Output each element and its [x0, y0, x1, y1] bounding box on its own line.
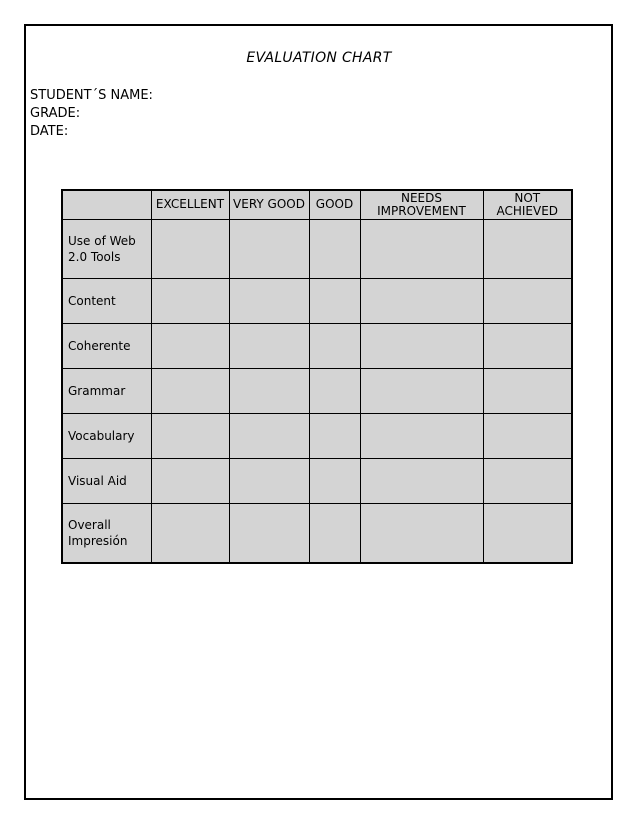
header-corner-cell — [62, 190, 151, 219]
rating-cell[interactable] — [360, 323, 483, 368]
table-row — [62, 413, 572, 458]
rating-cell[interactable] — [360, 503, 483, 563]
rating-cell[interactable] — [229, 219, 309, 278]
criterion-label: Grammar — [62, 368, 151, 413]
table-header-row — [62, 190, 572, 219]
rating-cell[interactable] — [229, 278, 309, 323]
rating-cell[interactable] — [229, 458, 309, 503]
criterion-label: Vocabulary — [62, 413, 151, 458]
rating-cell[interactable] — [309, 413, 360, 458]
rating-cell[interactable] — [229, 413, 309, 458]
header-excellent: EXCELLENT — [151, 190, 229, 219]
rating-cell[interactable] — [360, 413, 483, 458]
rating-cell[interactable] — [309, 458, 360, 503]
rating-cell[interactable] — [309, 503, 360, 563]
rating-cell[interactable] — [309, 368, 360, 413]
table-row — [62, 503, 572, 563]
grade-label: GRADE: — [30, 106, 81, 121]
rating-cell[interactable] — [151, 219, 229, 278]
rating-cell[interactable] — [151, 458, 229, 503]
rating-cell[interactable] — [229, 323, 309, 368]
criterion-label: Coherente — [62, 323, 151, 368]
date-label: DATE: — [30, 124, 69, 139]
rating-cell[interactable] — [309, 219, 360, 278]
rating-cell[interactable] — [483, 323, 572, 368]
rating-cell[interactable] — [309, 323, 360, 368]
rating-cell[interactable] — [360, 278, 483, 323]
table-row — [62, 323, 572, 368]
page-title: EVALUATION CHART — [246, 50, 392, 66]
rating-cell[interactable] — [309, 278, 360, 323]
criterion-label: Content — [62, 278, 151, 323]
criterion-label: Overall Impresión — [62, 503, 151, 563]
rating-cell[interactable] — [151, 413, 229, 458]
rating-cell[interactable] — [483, 219, 572, 278]
rating-cell[interactable] — [151, 368, 229, 413]
rating-cell[interactable] — [151, 278, 229, 323]
header-very-good: VERY GOOD — [229, 190, 309, 219]
rating-cell[interactable] — [360, 368, 483, 413]
header-needs-improvement: NEEDS IMPROVEMENT — [360, 190, 483, 219]
student-name-label: STUDENT´S NAME: — [30, 88, 153, 103]
table-row — [62, 278, 572, 323]
rating-cell[interactable] — [229, 368, 309, 413]
rating-cell[interactable] — [360, 458, 483, 503]
rating-cell[interactable] — [229, 503, 309, 563]
rating-cell[interactable] — [360, 219, 483, 278]
evaluation-table — [61, 189, 573, 564]
criterion-label: Use of Web 2.0 Tools — [62, 219, 151, 278]
rating-cell[interactable] — [151, 503, 229, 563]
header-good: GOOD — [309, 190, 360, 219]
rating-cell[interactable] — [483, 368, 572, 413]
header-not-achieved: NOT ACHIEVED — [483, 190, 572, 219]
rating-cell[interactable] — [483, 458, 572, 503]
table-row — [62, 219, 572, 278]
rating-cell[interactable] — [483, 413, 572, 458]
table-row — [62, 458, 572, 503]
rating-cell[interactable] — [151, 323, 229, 368]
table-row — [62, 368, 572, 413]
criterion-label: Visual Aid — [62, 458, 151, 503]
rating-cell[interactable] — [483, 503, 572, 563]
rating-cell[interactable] — [483, 278, 572, 323]
